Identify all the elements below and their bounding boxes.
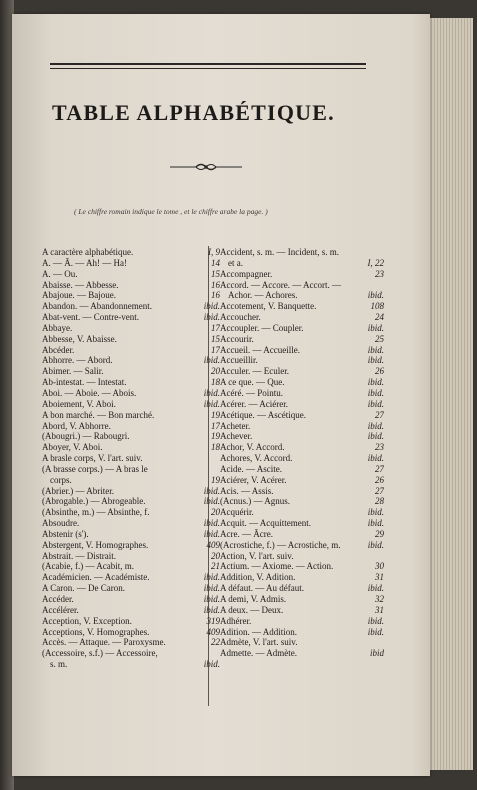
index-term: et a. [228,257,243,268]
index-term: Acis. — Assis. [220,485,274,496]
index-term: A bon marché. — Bon marché. [42,409,155,420]
index-page-ref: ibid. [367,518,384,529]
index-term: A défaut. — Au défaut. [220,583,304,594]
page-edges [428,18,473,770]
index-term: A caractère alphabétique. [42,247,134,257]
index-term: Abord, V. Abhorre. [42,420,111,431]
index-page-ref: 32 [375,594,384,604]
index-term: (Absinthe, m.) — Absinthe, f. [42,507,150,518]
index-term: Achor, V. Accord. [220,442,285,453]
index-term: Aboyer, V. Aboi. [42,442,103,453]
index-entry [220,540,384,551]
index-term: (Acrostiche, f.) — Acrostiche, m. [220,539,341,550]
index-term: Abat-vent. — Contre-vent. [42,312,139,323]
index-term: Acceptions, V. Homographes. [42,626,150,637]
index-term: (Acnus.) — Agnus. [220,496,290,507]
index-term: Accotement, V. Banquette. [220,301,317,312]
index-page-ref: 30 [375,561,384,572]
index-entry [42,637,220,648]
index-entry [42,290,220,301]
index-entry [220,496,384,507]
index-entry [220,366,384,377]
index-entry [42,518,220,529]
index-column-left [42,247,220,670]
index-term: Acquit. — Acquittement. [220,518,311,529]
index-entry [220,345,384,356]
index-entry [42,540,220,551]
index-term: Abstenir (s'). [42,528,89,539]
index-entry [42,431,220,442]
index-page-ref: ibid. [367,377,384,388]
page-title: TABLE ALPHABÉTIQUE. [52,100,335,125]
index-term: Accueillir. [220,355,258,366]
index-page-ref: 29 [375,528,384,539]
index-page-ref: 23 [375,268,384,279]
index-term: Aciérer, V. Acérer. [220,474,287,485]
index-entry [42,594,220,605]
index-term: Aboi. — Aboie. — Abois. [42,387,137,398]
index-term: s. m. [50,659,68,670]
index-page-ref: ibid. [367,615,384,626]
index-page-ref: ibid. [203,398,220,409]
index-term: A ce que. — Que. [220,377,285,388]
index-page-ref: ibid. [203,659,220,670]
index-page-ref: 20 [211,550,220,561]
index-page-ref: ibid. [203,387,220,398]
index-entry [220,312,384,323]
index-term: Acérer. — Aciérer. [220,398,288,409]
index-term: A demi, V. Admis. [220,594,287,604]
index-page-ref: 20 [211,366,220,377]
index-page-ref: 19 [211,431,220,442]
index-term: Ab-intestat. — Intestat. [42,377,127,388]
index-page-ref: 409 [206,539,220,550]
index-entry [220,442,384,453]
index-term: A. — Ou. [42,268,78,279]
index-page-ref: 15 [211,268,220,279]
index-page-ref: 17 [211,344,220,355]
index-page-ref: 26 [375,474,384,485]
index-page-ref: ibid. [367,453,384,464]
index-entry [220,431,384,442]
index-page-ref: ibid. [203,312,220,323]
header-rule-thick [50,63,366,65]
index-term: Acception, V. Exception. [42,615,132,626]
index-entry [220,290,384,301]
index-entry [42,355,220,366]
index-term: Accélérer. [42,604,79,615]
index-page-ref: ibid. [367,387,384,398]
index-term: Abstrait. — Distrait. [42,550,116,561]
index-page-ref: 28 [375,496,384,507]
index-entry [42,583,220,594]
index-entry [42,366,220,377]
index-term: Accident, s. m. — Incident, s. m. [220,247,339,257]
index-page-ref: ibid. [203,301,220,312]
index-term: Acculer. — Eculer. [220,366,289,377]
index-entry [42,551,220,562]
index-entry [220,637,384,648]
index-term: Abstergent, V. Homographes. [42,539,149,550]
index-entry [42,486,220,497]
header-rule-thin [50,68,366,69]
index-page-ref: ibid. [203,583,220,594]
index-page-ref: ibid. [203,604,220,615]
index-entry [42,616,220,627]
index-page-ref: 19 [211,474,220,485]
index-page-ref: ibid. [367,420,384,431]
ornament-divider-icon [170,162,242,172]
index-entry [220,616,384,627]
index-entry [42,280,220,291]
index-entry [220,464,384,475]
index-entry [220,280,384,291]
index-entry [42,388,220,399]
index-entry [220,518,384,529]
index-entry [42,269,220,280]
index-page-ref: 27 [375,463,384,474]
index-page-ref: 27 [375,485,384,496]
index-entry [42,475,220,486]
index-entry [42,496,220,507]
index-page-ref: ibid. [203,572,220,583]
index-term: (Acabie, f.) — Acabit, m. [42,561,134,572]
index-page-ref: 17 [211,322,220,333]
index-entry [42,507,220,518]
index-entry [220,334,384,345]
index-entry [220,453,384,464]
index-term: Acheter. [220,420,251,431]
index-page-ref: ibid. [203,485,220,496]
index-page-ref: 26 [375,366,384,377]
index-term: Adhérer. [220,615,252,626]
index-entry [42,572,220,583]
index-entry [220,529,384,540]
index-term: Abbaye. [42,322,73,333]
index-page-ref: 22 [211,637,220,648]
index-term: Achor. — Achores. [228,290,298,301]
index-entry [220,486,384,497]
index-page-ref: ibid. [367,344,384,355]
index-page-ref: 20 [211,507,220,518]
index-entry [42,312,220,323]
index-term: Abbesse, V. Abaisse. [42,333,117,344]
index-entry [220,301,384,312]
index-entry [220,583,384,594]
index-page-ref: ibid. [367,322,384,333]
index-page-ref: 31 [375,572,384,583]
index-page-ref: 31 [375,604,384,615]
index-page-ref: ibid. [367,626,384,637]
index-entry [42,561,220,572]
index-entry [220,627,384,638]
index-page-ref: 14 [211,257,220,268]
index-page-ref: ibid. [203,594,220,604]
index-term: (A brasse corps.) — A bras le [42,463,148,474]
index-term: A brasle corps, V. l'art. suiv. [42,453,143,464]
index-entry [42,648,220,659]
index-entry [220,377,384,388]
index-term: Acide. — Ascite. [220,463,282,474]
index-entry [220,507,384,518]
index-entry [42,399,220,410]
index-entry [42,410,220,421]
index-page-ref: I, 9 [208,247,220,257]
index-page-ref: ibid. [367,290,384,301]
index-entry [220,648,384,659]
index-page-ref: 16 [211,290,220,301]
index-page-ref: 21 [211,561,220,572]
index-term: (Abougri.) — Rabougri. [42,431,130,442]
index-entry [42,659,220,670]
index-page-ref: ibid. [203,355,220,366]
index-entry [42,453,220,464]
index-term: Absoudre. [42,518,80,529]
index-term: corps. [50,474,72,485]
index-term: Action, V. l'art. suiv. [220,550,294,561]
index-page-ref: ibid. [367,583,384,594]
index-entry [42,605,220,616]
index-entry [42,323,220,334]
index-entry [220,399,384,410]
index-page-ref: ibid. [367,539,384,550]
index-term: A. — Â. — Ah! — Ha! [42,257,127,268]
index-entry [220,258,384,269]
index-term: A deux. — Deux. [220,604,284,615]
index-term: Abcéder. [42,344,75,355]
index-page-ref: 319 [206,615,220,626]
index-entry [220,594,384,605]
index-entry [220,355,384,366]
index-entry [42,464,220,475]
index-page-ref: 18 [211,377,220,388]
index-term: Actium. — Axiome. — Action. [220,561,334,572]
index-term: Accourir. [220,333,254,344]
index-term: Accoucher. [220,312,261,323]
index-page-ref: 409 [206,626,220,637]
index-page-ref: ibid. [203,496,220,507]
index-entry [42,258,220,269]
index-term: Acéré. — Pointu. [220,387,283,398]
index-entry [220,323,384,334]
index-entry [220,388,384,399]
index-term: Achores, V. Accord. [220,453,293,464]
index-term: Accueil. — Accueille. [220,344,300,355]
index-entry [42,301,220,312]
index-term: Adition. — Addition. [220,626,298,637]
index-term: (Abrier.) — Abriter. [42,485,114,496]
index-page-ref: 24 [375,312,384,323]
index-entry [42,345,220,356]
index-term: Accéder. [42,594,74,604]
index-page-ref: 18 [211,442,220,453]
book-page [12,14,430,776]
index-term: Acre. — Âcre. [220,528,273,539]
index-term: Abimer. — Salir. [42,366,104,377]
index-term: Abandon. — Abandonnement. [42,301,152,312]
index-term: Acquérir. [220,507,254,518]
index-term: A Caron. — De Caron. [42,583,125,594]
index-page-ref: ibid. [203,528,220,539]
index-entry [42,247,220,258]
index-page-ref: I, 22 [367,257,384,268]
index-term: Académicien. — Académiste. [42,572,150,583]
index-term: Accès. — Attaque. — Paroxysme. [42,637,166,648]
index-term: Acétique. — Ascétique. [220,409,306,420]
index-page-ref: 16 [211,279,220,290]
index-entry [42,627,220,638]
index-page-ref: ibid. [367,507,384,518]
index-entry [220,605,384,616]
index-term: Achever. [220,431,253,442]
index-term: Accord. — Accore. — Accort. — [220,279,341,290]
index-page-ref: 19 [211,409,220,420]
index-term: Abaisse. — Abbesse. [42,279,119,290]
index-column-right [220,247,384,659]
index-term: Accompagner. [220,268,273,279]
index-page-ref: ibid. [367,398,384,409]
index-entry [42,421,220,432]
index-entry [42,377,220,388]
index-entry [42,442,220,453]
index-term: Admète, V. l'art. suiv. [220,637,298,648]
index-entry [220,247,384,258]
index-term: Aboiement, V. Aboi. [42,398,116,409]
index-page-ref: 15 [211,333,220,344]
index-term: Admette. — Admète. [220,648,297,659]
index-term: Abhorre. — Abord. [42,355,113,366]
index-entry [220,269,384,280]
index-term: Abajoue. — Bajoue. [42,290,116,301]
index-note: ( Le chiffre romain indique le tome , et le chiffre arabe la page. ) [74,207,268,216]
index-term: (Abrogable.) — Abrogeable. [42,496,146,507]
index-entry [220,572,384,583]
index-page-ref: ibid. [367,431,384,442]
index-page-ref: 108 [370,301,384,312]
index-page-ref: ibid [369,648,384,659]
index-page-ref: 27 [375,409,384,420]
index-page-ref: ibid. [203,518,220,529]
index-entry [220,561,384,572]
index-entry [220,410,384,421]
index-term: Addition, V. Adition. [220,572,296,583]
index-entry [220,475,384,486]
index-term: (Accessoire, s.f.) — Accessoire, [42,648,158,659]
index-entry [42,529,220,540]
index-page-ref: ibid. [367,355,384,366]
index-entry [220,421,384,432]
index-entry [42,334,220,345]
index-entry [220,551,384,562]
index-page-ref: 17 [211,420,220,431]
index-term: Accoupler. — Coupler. [220,322,304,333]
index-page-ref: 23 [375,442,384,453]
index-page-ref: 25 [375,333,384,344]
